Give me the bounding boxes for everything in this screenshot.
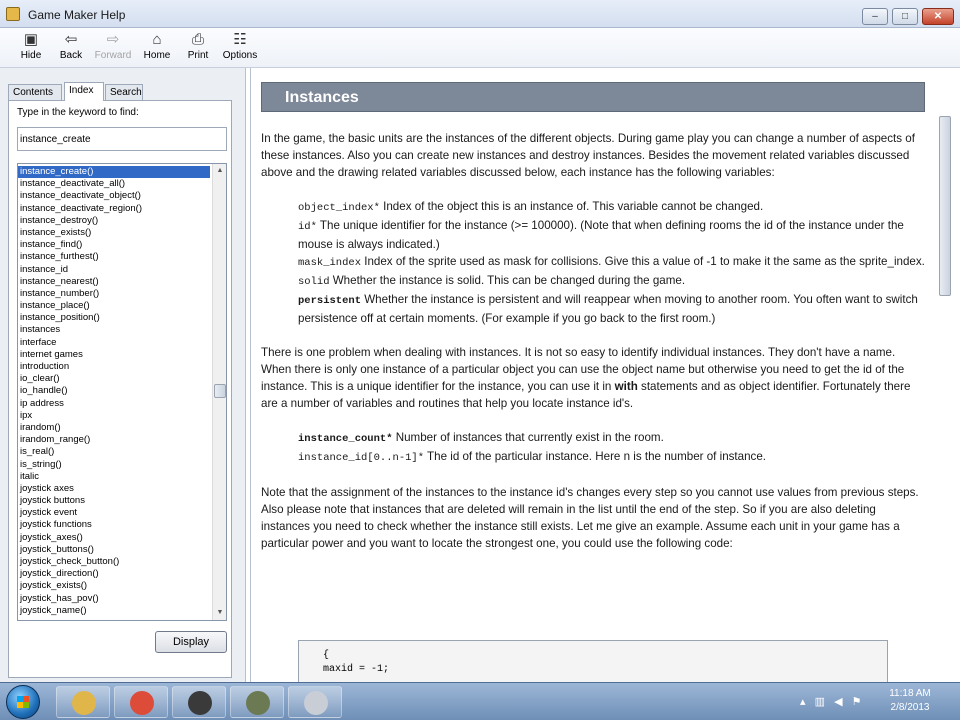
clock-date: 2/8/2013 xyxy=(890,702,930,713)
tray-arrow-icon[interactable]: ▴ xyxy=(800,696,806,708)
scroll-down-icon[interactable]: ▼ xyxy=(216,609,224,616)
topic-title: Instances xyxy=(285,89,359,106)
file-explorer-icon xyxy=(72,691,96,715)
intro-paragraph: In the game, the basic units are the instances of the different objects. During game play you can change a number of aspects of these instances. Also you can create new instances and destroy instances. Besides the movement related variables discussed above and the drawing related variables discussed below, each instance has the following variables: xyxy=(261,132,915,179)
variable-description: Number of instances that currently exist in the room. xyxy=(392,431,664,444)
list-item[interactable]: irandom() xyxy=(20,421,61,433)
taskbar-app[interactable] xyxy=(230,686,284,718)
variable-entry xyxy=(298,429,925,448)
list-item[interactable]: joystick_axes() xyxy=(20,531,83,543)
clock[interactable] xyxy=(876,687,944,715)
topic-scrollbar[interactable] xyxy=(938,68,952,682)
variable-description: The id of the particular instance. Here n is the number of instance. xyxy=(424,450,767,463)
navigation-pane xyxy=(0,68,246,682)
keyword-input[interactable] xyxy=(17,127,227,151)
toolbar xyxy=(0,28,960,68)
list-item[interactable]: introduction xyxy=(20,361,70,372)
toolbar-label: Back xyxy=(59,50,83,61)
maximize-button[interactable]: □ xyxy=(892,8,918,25)
list-item[interactable]: instance_number() xyxy=(20,287,100,299)
forward-arrow-icon: ⇨ xyxy=(106,31,120,48)
list-item[interactable]: instance_nearest() xyxy=(20,275,99,287)
clock-time: 11:18 AM xyxy=(889,688,931,699)
toolbar-label: Options xyxy=(222,50,258,61)
topic-content xyxy=(261,130,925,552)
list-item[interactable]: instance_destroy() xyxy=(20,214,99,226)
code-line: maxid = -1; xyxy=(323,664,390,675)
variable-name: mask_index xyxy=(298,257,362,269)
list-item[interactable]: joystick event xyxy=(20,507,78,519)
list-item[interactable]: joystick functions xyxy=(20,519,92,531)
taskbar-app[interactable] xyxy=(172,686,226,718)
minimize-button[interactable]: – xyxy=(862,8,888,25)
variable-description: The unique identifier for the instance (>= 100000). (Note that when defining rooms the id of the instance under the mouse is always indicated.) xyxy=(298,219,904,251)
list-item[interactable]: italic xyxy=(20,470,40,482)
variable-name: id* xyxy=(298,221,317,233)
taskbar xyxy=(0,682,960,720)
index-panel xyxy=(8,100,232,678)
variable-name: object_index* xyxy=(298,202,380,214)
scroll-up-icon[interactable]: ▲ xyxy=(216,167,224,174)
variable-description: Index of the object this is an instance of. This variable cannot be changed. xyxy=(379,200,764,213)
tab-index[interactable]: Index xyxy=(64,82,104,101)
index-list[interactable] xyxy=(17,163,227,621)
list-item[interactable]: joystick_check_button() xyxy=(20,556,120,567)
options-icon: ☷ xyxy=(233,31,247,48)
chrome-icon xyxy=(130,691,154,715)
code-line: { xyxy=(323,650,330,661)
game-maker-help-icon xyxy=(246,691,270,715)
variable-entry xyxy=(298,448,925,467)
title-bar xyxy=(0,0,960,28)
back-button[interactable] xyxy=(48,30,94,66)
list-item[interactable]: ip address xyxy=(20,397,64,409)
topic-scroll-thumb[interactable] xyxy=(939,116,951,296)
instance-variables-list xyxy=(261,198,925,327)
volume-icon[interactable]: ◀ xyxy=(834,696,843,708)
list-item[interactable]: internet games xyxy=(20,348,83,360)
with-link[interactable]: with xyxy=(614,380,638,393)
game-maker-icon xyxy=(188,691,212,715)
tab-contents[interactable]: Contents xyxy=(8,84,62,100)
list-item[interactable]: joystick_name() xyxy=(20,604,87,616)
index-list-scrollbar[interactable] xyxy=(212,164,226,620)
list-item[interactable]: instance_create() xyxy=(18,166,210,178)
variable-entry xyxy=(298,198,925,217)
app-icon xyxy=(6,7,20,21)
variable-entry xyxy=(298,272,925,291)
list-item[interactable]: instance_deactivate_all() xyxy=(20,178,126,190)
toolbar-label: Forward xyxy=(94,50,132,61)
list-item[interactable]: instance_position() xyxy=(20,312,100,324)
list-item[interactable]: joystick_direction() xyxy=(20,568,99,580)
list-item[interactable]: instance_place() xyxy=(20,300,90,312)
back-arrow-icon: ⇦ xyxy=(64,31,78,48)
toolbar-label: Hide xyxy=(20,50,42,61)
variable-description: Index of the sprite used as mask for collisions. Give this a value of -1 to make it the same as the sprite_index. xyxy=(361,255,925,268)
close-button[interactable]: ✕ xyxy=(922,8,954,25)
instance-id-variables-list xyxy=(261,429,925,467)
list-item[interactable]: instance_find() xyxy=(20,239,83,251)
list-item[interactable]: irandom_range() xyxy=(20,434,91,446)
list-item[interactable]: joystick buttons xyxy=(20,495,85,507)
variable-name: instance_id[0..n-1]* xyxy=(298,452,425,464)
list-item[interactable]: is_real() xyxy=(20,446,55,458)
variable-entry xyxy=(298,253,925,272)
list-item[interactable]: joystick_exists() xyxy=(20,580,88,592)
flag-icon[interactable]: ⚑ xyxy=(851,696,862,708)
taskbar-app[interactable] xyxy=(114,686,168,718)
topic-pane xyxy=(250,68,960,682)
list-item[interactable]: joystick_buttons() xyxy=(20,543,94,555)
list-item[interactable]: instance_deactivate_object() xyxy=(20,190,141,202)
forward-button[interactable] xyxy=(90,30,136,66)
variable-name: instance_count* xyxy=(298,433,393,445)
topic-heading-bar xyxy=(261,82,925,112)
toolbar-label: Print xyxy=(187,50,209,61)
variable-description: Whether the instance is persistent and will reappear when moving to another room. You often want to switch persistence off at certain moments. (For example if you go back to the first room.) xyxy=(298,293,918,325)
home-button[interactable] xyxy=(134,30,180,66)
list-item[interactable]: instance_exists() xyxy=(20,226,92,238)
list-item[interactable]: ipx xyxy=(20,409,33,421)
printer-icon: ⎙ xyxy=(191,31,204,48)
keyword-label: Type in the keyword to find: xyxy=(17,107,139,118)
variable-entry xyxy=(298,291,925,327)
tab-search[interactable]: Search xyxy=(105,84,143,100)
scroll-thumb[interactable] xyxy=(214,384,226,398)
variable-name: solid xyxy=(298,276,330,288)
assignment-paragraph: Note that the assignment of the instances to the instance id's changes every step so you cannot use values from previous steps. Also please note that instances that are deleted will remain in the list until the end of the step. So if you are also deleting instances you need to check whether the instance still exists. Let me give an example. Assume each unit in your game has a particular power and you want to locate the strongest one, you could use the following code: xyxy=(261,486,919,550)
variable-description: Whether the instance is solid. This can be changed during the game. xyxy=(329,274,686,287)
hide-icon: ▣ xyxy=(23,31,39,48)
taskbar-app[interactable] xyxy=(56,686,110,718)
network-icon[interactable]: ▥ xyxy=(814,696,825,708)
list-item[interactable]: instances xyxy=(20,324,61,336)
home-icon: ⌂ xyxy=(152,31,162,48)
list-item[interactable]: instance_deactivate_region() xyxy=(20,202,142,214)
variable-entry xyxy=(298,217,925,253)
list-item[interactable]: is_string() xyxy=(20,458,62,470)
options-button[interactable] xyxy=(217,30,263,66)
print-button[interactable] xyxy=(175,30,221,66)
list-item[interactable]: instance_id xyxy=(20,263,69,275)
loading-icon xyxy=(304,691,328,715)
variable-name: persistent xyxy=(298,295,362,307)
list-item[interactable]: io_handle() xyxy=(20,385,68,397)
window-title: Game Maker Help xyxy=(28,8,126,22)
code-example xyxy=(298,640,888,682)
list-item[interactable]: instance_furthest() xyxy=(20,251,99,263)
display-button[interactable]: Display xyxy=(155,631,227,653)
list-item[interactable]: joystick axes xyxy=(20,482,74,494)
start-button[interactable] xyxy=(6,685,40,719)
toolbar-label: Home xyxy=(143,50,171,61)
system-tray xyxy=(800,695,880,709)
list-item[interactable]: joystick_has_pov() xyxy=(20,592,99,604)
identify-paragraph: There is one problem when dealing with instances. It is not so easy to identify individual instances. They don't have a name. When there is only one instance of a particular object you can use the object name but otherwise you need to get the id of the instance. This is a unique identifier for the instance, you can use it in with statements and as object identifier. Fortunately there are a number of variables and routines that help you locate instance id's. xyxy=(261,346,911,410)
list-item[interactable]: interface xyxy=(20,336,57,348)
list-item[interactable]: io_clear() xyxy=(20,373,60,385)
taskbar-app[interactable] xyxy=(288,686,342,718)
